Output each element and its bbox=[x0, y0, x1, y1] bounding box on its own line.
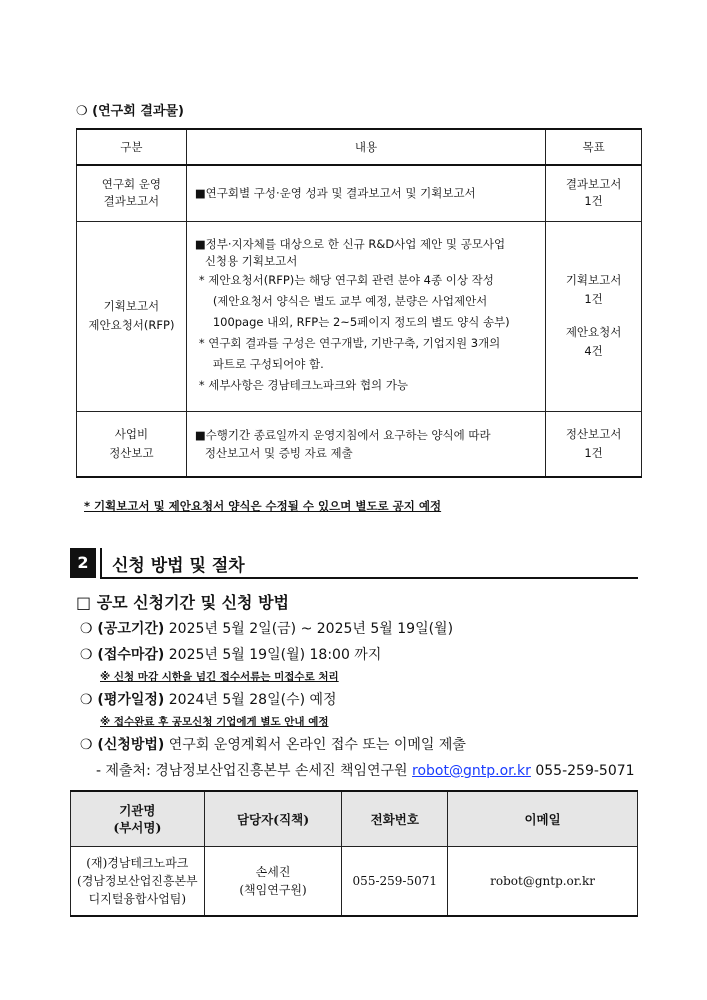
row2-content: ■정부·지자체를 대상으로 한 신규 R&D사업 제안 및 공모사업 신청용 기획보고서 * 제안요청서(RFP)는 해당 연구회 관련 분야 4종 이상 작성 (제안요청서 양식은 별도 교부 예정, 분량은 사업제안서 100page 내외, RFP는 2~5페이지 정도의 별도 양식 송부) * 연구회 결과를 구성은 연구개발, 기반구축, 기업지원 3개의 파트로 구성되어야 함. * 세부사항은 경남테크노파크와 협의 가능 bbox=[186, 221, 545, 411]
contact-email[interactable]: robot@gntp.or.kr bbox=[448, 847, 638, 917]
email-link[interactable]: robot@gntp.or.kr bbox=[412, 763, 531, 779]
list-item: ❍ (신청방법) 연구회 운영계획서 온라인 접수 또는 이메일 제출 bbox=[80, 737, 466, 753]
header-email: 이메일 bbox=[448, 791, 638, 847]
table-row bbox=[71, 847, 638, 917]
list-item: ❍ (접수마감) 2025년 5월 19일(월) 18:00 까지 bbox=[80, 647, 382, 663]
header-person: 담당자(직책) bbox=[204, 791, 342, 847]
contact-phone: 055-259-5071 bbox=[342, 847, 448, 917]
results-heading: ❍ (연구회 결과물) bbox=[76, 104, 184, 119]
header-category: 구분 bbox=[77, 129, 187, 165]
contact-table-header bbox=[71, 791, 638, 847]
results-note: * 기획보고서 및 제안요청서 양식은 수정될 수 있으며 별도로 공지 예정 bbox=[84, 499, 442, 513]
row1-target: 결과보고서 1건 bbox=[546, 165, 642, 221]
contact-table bbox=[70, 790, 638, 917]
table-row bbox=[77, 165, 642, 221]
deadline-note: ※ 신청 마감 시한을 넘긴 접수서류는 미접수로 처리 bbox=[100, 671, 339, 683]
table-row bbox=[77, 221, 642, 411]
header-phone: 전화번호 bbox=[342, 791, 448, 847]
section-underline bbox=[100, 577, 638, 579]
section-title: 신청 방법 및 절차 bbox=[112, 556, 245, 576]
row1-category: 연구회 운영 결과보고서 bbox=[77, 165, 187, 221]
list-item: ❍ (공고기간) 2025년 5월 2일(금) ~ 2025년 5월 19일(월) bbox=[80, 621, 454, 637]
row3-content: ■수행기간 종료일까지 운영지침에서 요구하는 양식에 따라 정산보고서 및 증빙 자료 제출 bbox=[186, 411, 545, 477]
results-table bbox=[76, 128, 642, 478]
submit-line: - 제출처: 경남정보산업진흥본부 손세진 책임연구원 robot@gntp.or.kr 055-259-5071 bbox=[96, 763, 635, 779]
evaluation-note: ※ 접수완료 후 공모신청 기업에게 별도 안내 예정 bbox=[100, 716, 329, 728]
contact-person: 손세진 (책임연구원) bbox=[204, 847, 342, 917]
header-content: 내용 bbox=[186, 129, 545, 165]
results-table-header bbox=[77, 129, 642, 165]
table-row bbox=[77, 411, 642, 477]
header-org: 기관명 (부서명) bbox=[71, 791, 205, 847]
row3-category: 사업비 정산보고 bbox=[77, 411, 187, 477]
row3-target: 정산보고서 1건 bbox=[546, 411, 642, 477]
section-divider bbox=[100, 548, 102, 578]
header-target: 목표 bbox=[546, 129, 642, 165]
row1-content: ■연구회별 구성·운영 성과 및 결과보고서 및 기획보고서 bbox=[186, 165, 545, 221]
section-number: 2 bbox=[70, 548, 96, 578]
row2-target: 기획보고서 1건 제안요청서 4건 bbox=[546, 221, 642, 411]
subsection-heading: □ 공모 신청기간 및 신청 방법 bbox=[76, 593, 289, 612]
row2-category: 기획보고서 제안요청서(RFP) bbox=[77, 221, 187, 411]
contact-org: (재)경남테크노파크 (경남정보산업진흥본부 디지털융합사업팀) bbox=[71, 847, 205, 917]
list-item: ❍ (평가일정) 2024년 5월 28일(수) 예정 bbox=[80, 692, 337, 708]
